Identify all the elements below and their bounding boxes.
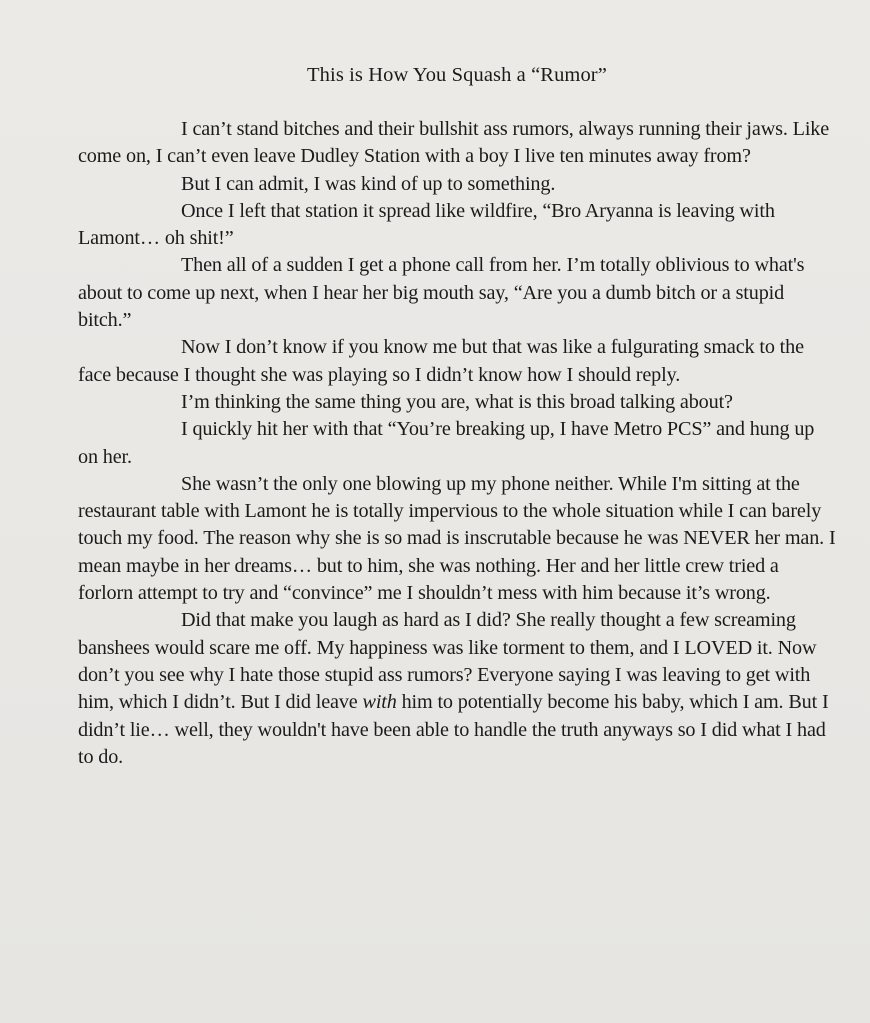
paragraph-9-text-end: him to potentially become his baby, which I am. But I didn’t lie… well, they wouldn't have been able to handle the truth anyways so I did what I had to do.: [78, 691, 829, 768]
paragraph-8: She wasn’t the only one blowing up my phone neither. While I'm sitting at the restaurant table with Lamont he is totally impervious to the whole situation while I can barely touch my food. The reason why she is so mad is inscrutable because he was NEVER her man. I mean maybe in her dreams… but to him, she was nothing. Her and her little crew tried a forlorn attempt to try and “convince” me I shouldn’t mess with him because it’s wrong.: [78, 472, 836, 605]
paragraph-6: I’m thinking the same thing you are, what is this broad talking about?: [181, 390, 733, 413]
document-body: [78, 116, 838, 771]
paragraph-4: Then all of a sudden I get a phone call from her. I’m totally oblivious to what's about to come up next, when I hear her big mouth say, “Are you a dumb bitch or a stupid bitch.”: [78, 254, 805, 332]
paragraph-1: I can’t stand bitches and their bullshit ass rumors, always running their jaws. Like come on, I can’t even leave Dudley Station with a boy I live ten minutes away from?: [78, 118, 830, 168]
italic-emphasis: with: [362, 691, 397, 714]
paragraph-5: Now I don’t know if you know me but that was like a fulgurating smack to the face because I thought she was playing so I didn’t know how I should reply.: [78, 336, 804, 386]
paragraph-2: But I can admit, I was kind of up to something.: [181, 172, 556, 195]
paragraph-7: I quickly hit her with that “You’re breaking up, I have Metro PCS” and hung up on her.: [78, 418, 815, 468]
document-title: This is How You Squash a “Rumor”: [307, 64, 607, 86]
paragraph-3: Once I left that station it spread like wildfire, “Bro Aryanna is leaving with Lamont… oh shit!”: [78, 199, 775, 250]
paragraph-9: [78, 607, 838, 771]
paragraph-9-text-start: Did that make you laugh as hard as I did? She really thought a few screaming banshees would scare me off. My happiness was like torment to them, and I LOVED it. Now don’t you see why I hate those stupid ass rumors? Everyone saying I was leaving to get with him, which I didn’t. But I did leave: [78, 609, 817, 714]
